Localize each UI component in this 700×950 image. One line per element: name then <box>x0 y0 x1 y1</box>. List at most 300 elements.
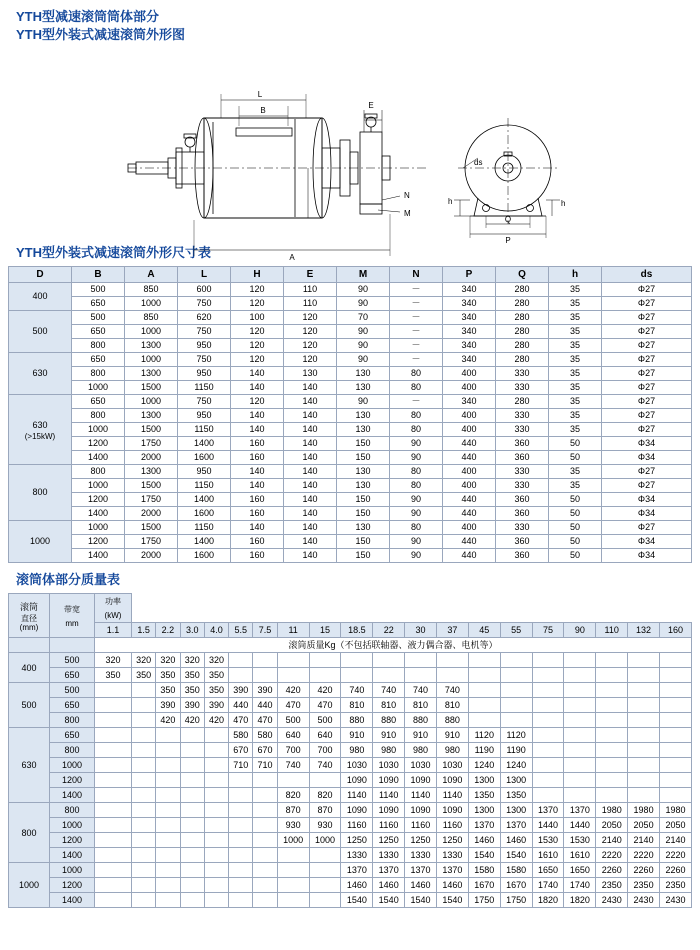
mass-cell <box>132 728 156 743</box>
mass-cell: 1540 <box>373 893 405 908</box>
dim-cell: 120 <box>231 353 284 367</box>
mass-cell: 1300 <box>500 773 532 788</box>
mass-cell: 390 <box>253 683 277 698</box>
dim-cell: 1150 <box>178 479 231 493</box>
mass-cell <box>132 698 156 713</box>
mass-cell: 880 <box>373 713 405 728</box>
dim-cell: 160 <box>231 535 284 549</box>
mass-cell <box>309 773 341 788</box>
mass-cell: 1030 <box>373 758 405 773</box>
dim-cell: 2000 <box>125 507 178 521</box>
dim-cell: 1000 <box>125 325 178 339</box>
dim-cell: 130 <box>337 409 390 423</box>
mass-cell <box>660 698 692 713</box>
dim-cell: 850 <box>125 311 178 325</box>
dim-cell: 90 <box>337 395 390 409</box>
mass-cell: 1650 <box>564 863 596 878</box>
mass-cell <box>132 773 156 788</box>
table-row <box>9 283 692 297</box>
mass-cell: 1250 <box>436 833 468 848</box>
mass-belt-width-cell: 1200 <box>50 773 95 788</box>
mass-cell: 2430 <box>596 893 628 908</box>
mass-cell: 670 <box>253 743 277 758</box>
mass-cell: 1650 <box>532 863 564 878</box>
th-M: M <box>337 267 390 283</box>
dim-cell: 280 <box>496 395 549 409</box>
table-row <box>9 713 692 728</box>
dim-cell: 70 <box>337 311 390 325</box>
dim-cell: Φ27 <box>602 381 692 395</box>
dim-cell: 120 <box>231 283 284 297</box>
dim-cell: 650 <box>72 325 125 339</box>
dim-cell: 650 <box>72 297 125 311</box>
dim-cell: 1300 <box>125 339 178 353</box>
dim-cell: 140 <box>284 465 337 479</box>
mass-cell <box>132 758 156 773</box>
mass-cell <box>132 878 156 893</box>
mass-belt-width-cell: 1400 <box>50 788 95 803</box>
dim-cell: 280 <box>496 283 549 297</box>
mass-belt-width-cell: 650 <box>50 698 95 713</box>
dim-diameter-cell: 500 <box>9 311 72 353</box>
dim-cell: 35 <box>549 311 602 325</box>
drawing-label-Q: Q <box>504 215 512 224</box>
mass-cell: 1980 <box>628 803 660 818</box>
dim-cell: 950 <box>178 367 231 381</box>
mass-cell: 880 <box>405 713 437 728</box>
table-row <box>9 311 692 325</box>
dim-diameter-cell: 630 (>15kW) <box>9 395 72 465</box>
dim-cell: 120 <box>231 339 284 353</box>
mass-cell: 820 <box>277 788 309 803</box>
mass-cell: 350 <box>95 668 132 683</box>
dim-cell: 50 <box>549 451 602 465</box>
power-header-cell: 55 <box>500 623 532 638</box>
mass-cell: 420 <box>156 713 180 728</box>
dim-cell: － <box>390 395 443 409</box>
dim-cell: 280 <box>496 325 549 339</box>
mass-note-row <box>9 638 692 653</box>
mass-cell: 1670 <box>500 878 532 893</box>
mass-cell <box>596 743 628 758</box>
mass-cell <box>156 863 180 878</box>
dim-cell: Φ34 <box>602 535 692 549</box>
mass-cell: 740 <box>373 683 405 698</box>
mass-cell <box>180 803 204 818</box>
drawing-label-P: P <box>505 236 511 245</box>
mass-cell: 740 <box>277 758 309 773</box>
page-title-line2: YTH型外装式减速滚筒外形图 <box>16 27 186 42</box>
dim-cell: 620 <box>178 311 231 325</box>
mass-cell: 1740 <box>564 878 596 893</box>
mass-cell <box>660 758 692 773</box>
mass-cell <box>95 728 132 743</box>
dim-cell: 90 <box>390 549 443 563</box>
dim-cell: 440 <box>443 437 496 451</box>
mass-cell: 470 <box>229 713 253 728</box>
mass-cell: 1000 <box>309 833 341 848</box>
mass-cell <box>180 893 204 908</box>
dim-cell: 400 <box>443 367 496 381</box>
mass-belt-width-cell: 1400 <box>50 848 95 863</box>
dim-cell: 35 <box>549 423 602 437</box>
mass-cell: 1370 <box>341 863 373 878</box>
mass-cell <box>660 788 692 803</box>
mass-cell: 1240 <box>468 758 500 773</box>
mass-belt-width-cell: 1000 <box>50 863 95 878</box>
mass-cell <box>277 653 309 668</box>
mass-cell <box>596 788 628 803</box>
th-A: A <box>125 267 178 283</box>
table-row <box>9 395 692 409</box>
mass-cell: 640 <box>309 728 341 743</box>
dim-cell: 440 <box>443 493 496 507</box>
mass-cell: 1300 <box>468 773 500 788</box>
page-title-line1: YTH型减速滚筒筒体部分 <box>16 9 160 24</box>
dim-cell: 35 <box>549 325 602 339</box>
mass-cell: 470 <box>309 698 341 713</box>
dim-cell: Φ27 <box>602 423 692 437</box>
mass-cell <box>628 713 660 728</box>
mass-cell: 1330 <box>436 848 468 863</box>
dim-cell: 90 <box>390 507 443 521</box>
mass-cell <box>405 668 437 683</box>
mass-cell: 1090 <box>436 773 468 788</box>
dim-cell: 1750 <box>125 493 178 507</box>
mass-cell <box>204 893 228 908</box>
dim-cell: 1300 <box>125 367 178 381</box>
dim-cell: 1000 <box>72 381 125 395</box>
drawing-label-M: M <box>404 209 411 218</box>
mass-cell: 420 <box>180 713 204 728</box>
mass-cell: 1610 <box>564 848 596 863</box>
mass-cell: 870 <box>309 803 341 818</box>
mass-belt-width-cell: 1400 <box>50 893 95 908</box>
power-header-cell: 75 <box>532 623 564 638</box>
dim-cell: 35 <box>549 381 602 395</box>
mass-cell <box>156 803 180 818</box>
dim-cell: 120 <box>231 325 284 339</box>
mass-cell <box>277 773 309 788</box>
mass-cell <box>596 773 628 788</box>
mass-cell: 320 <box>156 653 180 668</box>
mass-cell: 1540 <box>341 893 373 908</box>
mass-cell: 1000 <box>277 833 309 848</box>
dim-cell: 360 <box>496 549 549 563</box>
mass-cell <box>95 743 132 758</box>
table-row <box>9 437 692 451</box>
dim-cell: 80 <box>390 423 443 437</box>
power-header-cell: 45 <box>468 623 500 638</box>
dim-cell: 120 <box>231 395 284 409</box>
dim-cell: 140 <box>284 521 337 535</box>
table-row <box>9 743 692 758</box>
dim-cell: 340 <box>443 297 496 311</box>
dim-cell: 35 <box>549 479 602 493</box>
mass-cell: 1160 <box>373 818 405 833</box>
mass-cell <box>132 818 156 833</box>
th-h: h <box>549 267 602 283</box>
dim-cell: Φ34 <box>602 451 692 465</box>
dim-cell: 1150 <box>178 381 231 395</box>
dim-cell: 330 <box>496 367 549 381</box>
mass-width-header-l2: mm <box>65 618 79 628</box>
dim-cell: 330 <box>496 423 549 437</box>
th-B: B <box>72 267 125 283</box>
dim-cell: 750 <box>178 297 231 311</box>
mass-cell: 350 <box>156 668 180 683</box>
mass-cell <box>229 893 253 908</box>
dim-cell: 140 <box>284 535 337 549</box>
mass-cell <box>95 788 132 803</box>
drawing-label-h: h <box>448 197 453 206</box>
mass-cell: 700 <box>309 743 341 758</box>
dim-cell: 950 <box>178 465 231 479</box>
mass-cell <box>229 803 253 818</box>
mass-cell: 810 <box>373 698 405 713</box>
mass-cell <box>628 743 660 758</box>
drawing-label-h2: h <box>561 199 566 208</box>
mass-cell: 1350 <box>500 788 532 803</box>
mass-dia-header <box>9 594 50 638</box>
mass-cell: 1120 <box>468 728 500 743</box>
dim-cell: 80 <box>390 521 443 535</box>
mass-cell <box>180 818 204 833</box>
mass-cell: 2260 <box>660 863 692 878</box>
table-row <box>9 833 692 848</box>
mass-cell: 320 <box>204 653 228 668</box>
mass-cell: 910 <box>373 728 405 743</box>
dim-cell: 35 <box>549 409 602 423</box>
dim-cell: 1750 <box>125 535 178 549</box>
dim-cell: 1000 <box>125 395 178 409</box>
dim-cell: 750 <box>178 353 231 367</box>
mass-cell <box>95 863 132 878</box>
mass-cell <box>564 743 596 758</box>
mass-cell: 930 <box>309 818 341 833</box>
mass-cell <box>95 893 132 908</box>
power-header-cell: 11 <box>277 623 309 638</box>
dim-cell: 400 <box>443 423 496 437</box>
dim-cell: 1500 <box>125 521 178 535</box>
mass-cell: 1140 <box>373 788 405 803</box>
drawing-label-N: N <box>404 191 410 200</box>
mass-cell <box>596 653 628 668</box>
mass-cell: 1370 <box>468 818 500 833</box>
dim-cell: 280 <box>496 353 549 367</box>
dim-cell: Φ27 <box>602 339 692 353</box>
dim-cell: 340 <box>443 325 496 339</box>
drawing-label-E: E <box>368 101 374 110</box>
dim-cell: 90 <box>337 297 390 311</box>
mass-cell <box>132 683 156 698</box>
dim-cell: 150 <box>337 493 390 507</box>
mass-cell: 1460 <box>500 833 532 848</box>
mass-cell <box>628 683 660 698</box>
mass-power-header-l1: 功率 <box>105 597 121 606</box>
dim-cell: 130 <box>337 479 390 493</box>
dim-cell: 130 <box>337 367 390 381</box>
dim-cell: 130 <box>337 423 390 437</box>
mass-cell: 810 <box>405 698 437 713</box>
mass-cell <box>204 728 228 743</box>
dim-cell: Φ27 <box>602 465 692 479</box>
mass-belt-width-cell: 800 <box>50 713 95 728</box>
mass-cell: 1370 <box>500 818 532 833</box>
mass-cell: 1980 <box>596 803 628 818</box>
dim-cell: 400 <box>443 381 496 395</box>
table-row <box>9 848 692 863</box>
dim-cell: 35 <box>549 283 602 297</box>
dimension-table <box>8 266 692 563</box>
dim-diameter-cell: 630 <box>9 353 72 395</box>
dim-cell: 160 <box>231 507 284 521</box>
dim-cell: 140 <box>284 493 337 507</box>
mass-belt-width-cell: 1000 <box>50 818 95 833</box>
dim-cell: 90 <box>390 493 443 507</box>
mass-cell: 980 <box>436 743 468 758</box>
mass-cell: 1140 <box>341 788 373 803</box>
dim-cell: 35 <box>549 353 602 367</box>
mass-cell <box>156 728 180 743</box>
mass-cell <box>628 788 660 803</box>
mass-cell: 1370 <box>436 863 468 878</box>
mass-cell <box>532 653 564 668</box>
table-row <box>9 367 692 381</box>
dim-cell: 140 <box>284 395 337 409</box>
dim-cell: 800 <box>72 409 125 423</box>
power-header-cell: 37 <box>436 623 468 638</box>
dim-cell: 150 <box>337 451 390 465</box>
mass-cell <box>628 758 660 773</box>
mass-cell: 440 <box>229 698 253 713</box>
power-header-cell: 15 <box>309 623 341 638</box>
dim-cell: 35 <box>549 367 602 381</box>
dim-cell: 120 <box>231 297 284 311</box>
power-header-cell: 1.1 <box>95 623 132 638</box>
mass-belt-width-cell: 650 <box>50 668 95 683</box>
mass-diameter-cell: 630 <box>9 728 50 803</box>
mass-cell <box>660 743 692 758</box>
mass-cell: 1750 <box>468 893 500 908</box>
mass-cell <box>95 698 132 713</box>
dim-cell: 140 <box>284 479 337 493</box>
dim-cell: － <box>390 339 443 353</box>
mass-cell <box>132 713 156 728</box>
dim-cell: 1000 <box>72 521 125 535</box>
mass-cell: 2140 <box>660 833 692 848</box>
mass-cell <box>500 683 532 698</box>
mass-cell <box>204 788 228 803</box>
dim-cell: 80 <box>390 479 443 493</box>
dim-cell: 1300 <box>125 465 178 479</box>
mass-dia-header-l3: (mm) <box>19 622 39 632</box>
mass-cell: 350 <box>180 668 204 683</box>
mass-cell: 2140 <box>628 833 660 848</box>
mass-cell: 1540 <box>436 893 468 908</box>
dim-cell: 360 <box>496 437 549 451</box>
dim-cell: 950 <box>178 409 231 423</box>
dim-cell: 1000 <box>125 297 178 311</box>
mass-cell <box>660 713 692 728</box>
mass-belt-width-cell: 650 <box>50 728 95 743</box>
mass-cell <box>596 713 628 728</box>
mass-cell <box>500 653 532 668</box>
mass-cell <box>229 848 253 863</box>
dim-cell: Φ27 <box>602 283 692 297</box>
mass-cell: 420 <box>204 713 228 728</box>
dim-cell: 150 <box>337 507 390 521</box>
mass-cell: 1160 <box>436 818 468 833</box>
mass-header-row <box>9 594 692 623</box>
mass-cell: 390 <box>156 698 180 713</box>
dim-cell: 90 <box>390 437 443 451</box>
dim-cell: 340 <box>443 311 496 325</box>
mass-cell <box>253 653 277 668</box>
mass-cell <box>277 863 309 878</box>
mass-cell <box>253 668 277 683</box>
power-header-cell: 18.5 <box>341 623 373 638</box>
mass-cell <box>204 878 228 893</box>
mass-cell <box>628 728 660 743</box>
mass-cell <box>564 698 596 713</box>
dim-cell: 120 <box>284 325 337 339</box>
mass-cell: 1330 <box>373 848 405 863</box>
power-values-row <box>9 623 692 638</box>
power-header-cell: 30 <box>405 623 437 638</box>
power-header-cell: 4.0 <box>204 623 228 638</box>
mass-cell: 640 <box>277 728 309 743</box>
dim-cell: 35 <box>549 465 602 479</box>
mass-cell <box>204 833 228 848</box>
mass-cell <box>253 878 277 893</box>
dim-cell: 1000 <box>72 479 125 493</box>
dim-cell: 800 <box>72 339 125 353</box>
mass-cell <box>564 653 596 668</box>
drawing-label-L: L <box>257 90 263 99</box>
mass-cell <box>628 653 660 668</box>
dim-cell: 140 <box>284 437 337 451</box>
mass-cell <box>436 668 468 683</box>
dim-cell: 1200 <box>72 437 125 451</box>
mass-cell: 1460 <box>341 878 373 893</box>
th-L: L <box>178 267 231 283</box>
mass-cell <box>180 743 204 758</box>
dim-cell: 330 <box>496 381 549 395</box>
table-row <box>9 698 692 713</box>
mass-cell <box>132 893 156 908</box>
mass-belt-width-cell: 800 <box>50 803 95 818</box>
mass-cell: 1250 <box>373 833 405 848</box>
mass-cell <box>309 653 341 668</box>
dim-cell: 340 <box>443 283 496 297</box>
dim-cell: Φ27 <box>602 353 692 367</box>
dim-cell: 160 <box>231 437 284 451</box>
mass-cell <box>309 668 341 683</box>
th-P: P <box>443 267 496 283</box>
mass-cell <box>180 758 204 773</box>
mass-cell <box>204 743 228 758</box>
mass-cell <box>628 773 660 788</box>
mass-cell: 1030 <box>436 758 468 773</box>
mass-width-header-l1: 带宽 <box>64 604 80 614</box>
dim-cell: 1000 <box>125 353 178 367</box>
mass-cell: 1370 <box>564 803 596 818</box>
mass-cell <box>532 698 564 713</box>
power-header-cell: 90 <box>564 623 596 638</box>
dim-cell: 650 <box>72 395 125 409</box>
mass-cell: 820 <box>309 788 341 803</box>
